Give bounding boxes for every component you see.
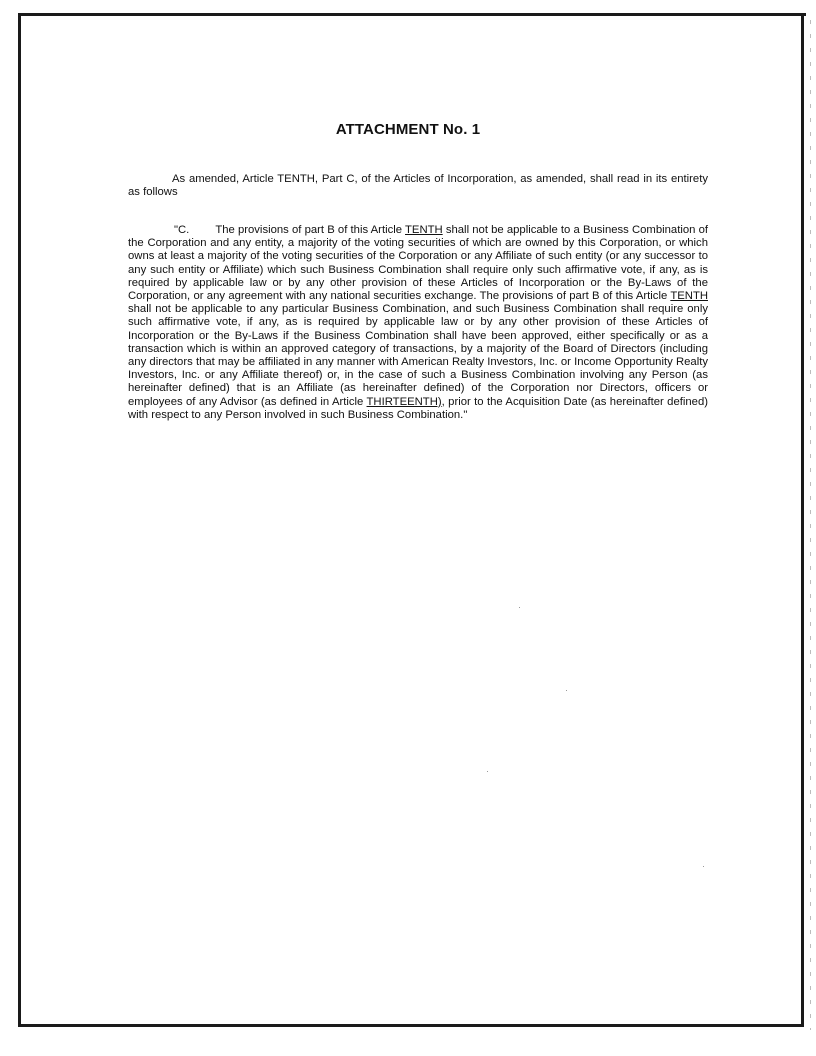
article-tenth-reference: TENTH [670,290,708,303]
clause-text-part1: The provisions of part B of this Article [215,224,406,236]
scan-border-bottom [18,1024,804,1027]
clause-text-part2: shall not be applicable to a Business Combination of the Corporation and any entity, a majority of the voting securities of which are owned by this Corporation, or which owns at least a majority of the voting securities of the Corporation or any Affiliate of such entity (or any successor to any such entity or Affiliate) which such Business Combination shall require only such affirmative vote, if any, as is required by applicable law or by any other provision of these Articles of Incorporation or the By-Laws of the Corporation, or any agreement with any national securities exchange. The provisions of part B of this Article [128,224,708,303]
article-tenth-reference: TENTH [405,224,443,236]
scan-speck [703,866,704,867]
scan-speck [487,771,488,772]
clause-label: "C. [174,224,190,236]
scan-speck [566,690,567,691]
clause-text-part4: , prior to the Acquisition Date (as hereinafter defined) with respect to any Person involved in such Business Combination." [128,395,709,421]
intro-paragraph: As amended, Article TENTH, Part C, of the Articles of Incorporation, as amended, shall read in its entirety as follows [128,173,708,199]
article-thirteenth-reference: THIRTEENTH) [366,395,442,408]
scan-border-right [801,13,804,1027]
scan-border-left [18,13,21,1027]
document-title: ATTACHMENT No. 1 [335,121,481,138]
clause-text-part3: shall not be applicable to any particular Business Combination, and such Business Combination shall require only such affirmative vote, if any, as is required by applicable law or by any other provision of these Articles of Incorporation or the By-Laws if the Business Combination shall have been approved, either specifically or as a transaction which is within an approved category of transactions, by a majority of the Board of Directors (including any directors that may be affiliated in any manner with American Realty Investors, Inc. or Income Opportunity Realty Investors, Inc. or any Affiliate thereof) or, in the case of such a Business Combination involving any Person (as hereinafter defined) that is an Affiliate (as hereinafter defined) of the Corporation nor Directors, officers or employees of any Advisor (as defined in Article [128,303,708,408]
scan-border-top [18,13,806,16]
clause-c-paragraph [128,224,708,422]
scan-edge-noise [810,20,811,1030]
scan-speck [519,607,520,608]
